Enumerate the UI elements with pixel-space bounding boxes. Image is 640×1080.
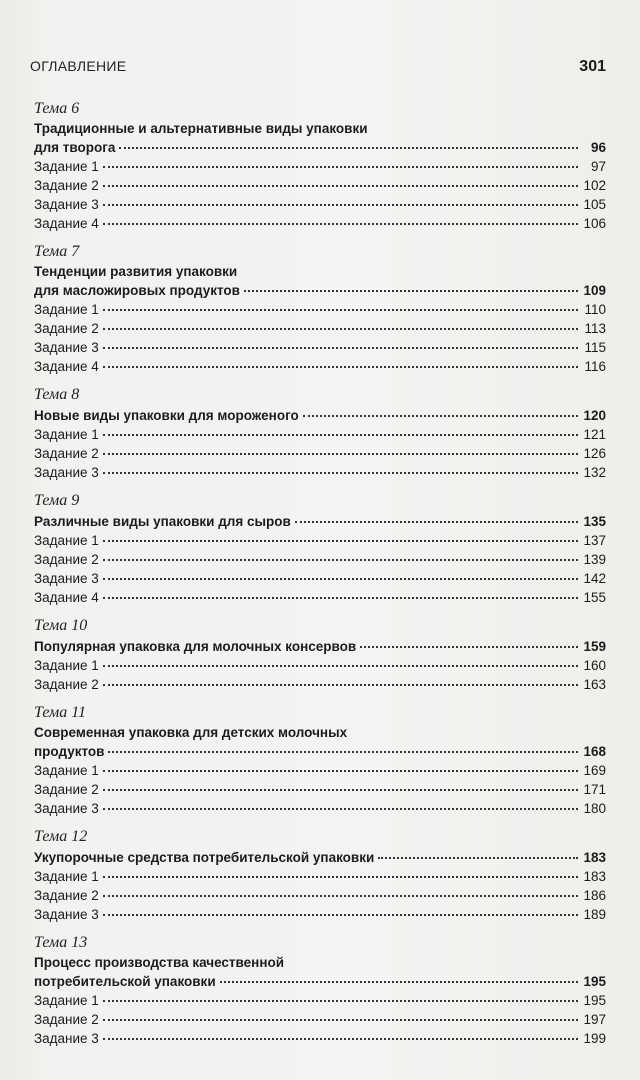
dot-leader bbox=[244, 289, 578, 292]
dot-leader bbox=[103, 875, 578, 878]
topic-label: Тема 12 bbox=[34, 828, 88, 845]
topic-title-text: Укупорочные средства потребительской упаковки bbox=[34, 850, 375, 865]
task-label: Задание 4 bbox=[34, 216, 99, 231]
topic-title-line: Современная упаковка для детских молочных bbox=[34, 725, 348, 740]
task-label: Задание 2 bbox=[34, 782, 99, 797]
task-entry[interactable] bbox=[34, 550, 606, 569]
running-title: ОГЛАВЛЕНИЕ bbox=[30, 58, 127, 74]
dot-leader bbox=[103, 1018, 578, 1021]
task-page-number: 121 bbox=[583, 427, 606, 442]
toc-topic bbox=[34, 243, 606, 376]
task-entry[interactable] bbox=[34, 300, 606, 319]
topic-title-text: Новые виды упаковки для мороженого bbox=[34, 408, 299, 423]
task-label: Задание 2 bbox=[34, 446, 99, 461]
task-entry[interactable] bbox=[34, 425, 606, 444]
topic-title-entry[interactable] bbox=[34, 281, 606, 300]
task-label: Задание 2 bbox=[34, 321, 99, 336]
dot-leader bbox=[103, 596, 578, 599]
task-label: Задание 1 bbox=[34, 869, 99, 884]
dot-leader bbox=[108, 750, 578, 753]
task-page-number: 139 bbox=[583, 552, 606, 567]
task-label: Задание 2 bbox=[34, 552, 99, 567]
topic-title-entry[interactable] bbox=[34, 742, 606, 761]
toc-topic bbox=[34, 828, 606, 924]
topic-label: Тема 9 bbox=[34, 492, 80, 509]
toc-topic bbox=[34, 617, 606, 694]
task-page-number: 169 bbox=[583, 763, 606, 778]
dot-leader bbox=[103, 788, 578, 791]
task-label: Задание 3 bbox=[34, 801, 99, 816]
task-page-number: 102 bbox=[583, 178, 606, 193]
dot-leader bbox=[103, 577, 578, 580]
task-label: Задание 4 bbox=[34, 359, 99, 374]
task-page-number: 115 bbox=[584, 340, 606, 355]
page-number: 301 bbox=[579, 58, 606, 75]
dot-leader bbox=[103, 913, 578, 916]
task-label: Задание 3 bbox=[34, 907, 99, 922]
task-label: Задание 3 bbox=[34, 197, 99, 212]
task-page-number: 186 bbox=[583, 888, 606, 903]
dot-leader bbox=[103, 346, 578, 349]
task-label: Задание 4 bbox=[34, 590, 99, 605]
task-entry[interactable] bbox=[34, 444, 606, 463]
task-label: Задание 3 bbox=[34, 340, 99, 355]
dot-leader bbox=[103, 365, 578, 368]
dot-leader bbox=[103, 807, 578, 810]
task-page-number: 171 bbox=[583, 782, 606, 797]
task-entry[interactable] bbox=[34, 799, 606, 818]
toc-topic bbox=[34, 704, 606, 818]
task-entry[interactable] bbox=[34, 214, 606, 233]
table-of-contents bbox=[34, 100, 606, 1058]
task-label: Задание 1 bbox=[34, 427, 99, 442]
topic-title-entry[interactable] bbox=[34, 848, 606, 867]
toc-topic bbox=[34, 386, 606, 482]
dot-leader bbox=[103, 1037, 578, 1040]
topic-label: Тема 6 bbox=[34, 100, 80, 117]
task-entry[interactable] bbox=[34, 463, 606, 482]
task-label: Задание 2 bbox=[34, 178, 99, 193]
task-page-number: 160 bbox=[583, 658, 606, 673]
topic-label: Тема 7 bbox=[34, 243, 80, 260]
task-label: Задание 1 bbox=[34, 993, 99, 1008]
task-page-number: 132 bbox=[583, 465, 606, 480]
task-page-number: 163 bbox=[583, 677, 606, 692]
topic-label: Тема 8 bbox=[34, 386, 80, 403]
task-entry[interactable] bbox=[34, 1010, 606, 1029]
topic-title-line: Процесс производства качественной bbox=[34, 955, 285, 970]
toc-topic bbox=[34, 934, 606, 1048]
topic-label: Тема 11 bbox=[34, 704, 87, 721]
task-entry[interactable] bbox=[34, 780, 606, 799]
task-label: Задание 1 bbox=[34, 302, 99, 317]
dot-leader bbox=[103, 433, 578, 436]
task-label: Задание 3 bbox=[34, 1031, 99, 1046]
task-label: Задание 3 bbox=[34, 571, 99, 586]
task-entry[interactable] bbox=[34, 675, 606, 694]
topic-page-number: 135 bbox=[583, 514, 606, 529]
dot-leader bbox=[103, 664, 578, 667]
dot-leader bbox=[103, 769, 578, 772]
topic-page-number: 159 bbox=[583, 639, 606, 654]
dot-leader bbox=[103, 184, 578, 187]
task-page-number: 110 bbox=[584, 302, 606, 317]
topic-page-number: 168 bbox=[583, 744, 606, 759]
dot-leader bbox=[103, 471, 578, 474]
dot-leader bbox=[360, 645, 578, 648]
dot-leader bbox=[103, 222, 578, 225]
task-page-number: 116 bbox=[584, 359, 606, 374]
task-page-number: 137 bbox=[583, 533, 606, 548]
topic-title-entry[interactable] bbox=[34, 972, 606, 991]
dot-leader bbox=[103, 539, 578, 542]
task-label: Задание 2 bbox=[34, 888, 99, 903]
task-entry[interactable] bbox=[34, 905, 606, 924]
task-page-number: 126 bbox=[583, 446, 606, 461]
task-label: Задание 2 bbox=[34, 677, 99, 692]
page-header bbox=[30, 58, 606, 84]
task-entry[interactable] bbox=[34, 656, 606, 675]
task-entry[interactable] bbox=[34, 867, 606, 886]
task-page-number: 183 bbox=[583, 869, 606, 884]
dot-leader bbox=[303, 414, 578, 417]
task-page-number: 155 bbox=[583, 590, 606, 605]
dot-leader bbox=[103, 894, 578, 897]
dot-leader bbox=[103, 308, 578, 311]
task-page-number: 97 bbox=[590, 159, 606, 174]
dot-leader bbox=[103, 558, 578, 561]
task-entry[interactable] bbox=[34, 991, 606, 1010]
task-label: Задание 3 bbox=[34, 465, 99, 480]
topic-title-text: Популярная упаковка для молочных консервов bbox=[34, 639, 357, 654]
task-page-number: 142 bbox=[583, 571, 606, 586]
topic-title-text: потребительской упаковки bbox=[34, 974, 216, 989]
task-page-number: 113 bbox=[584, 321, 606, 336]
dot-leader bbox=[103, 203, 578, 206]
task-label: Задание 1 bbox=[34, 159, 99, 174]
task-page-number: 106 bbox=[583, 216, 606, 231]
task-page-number: 180 bbox=[583, 801, 606, 816]
task-label: Задание 1 bbox=[34, 763, 99, 778]
toc-topic bbox=[34, 492, 606, 607]
topic-page-number: 120 bbox=[583, 408, 606, 423]
topic-title-text: Различные виды упаковки для сыров bbox=[34, 514, 291, 529]
task-entry[interactable] bbox=[34, 761, 606, 780]
task-page-number: 197 bbox=[583, 1012, 606, 1027]
topic-title-line: Тенденции развития упаковки bbox=[34, 264, 238, 279]
task-label: Задание 1 bbox=[34, 533, 99, 548]
dot-leader bbox=[295, 520, 578, 523]
task-label: Задание 1 bbox=[34, 658, 99, 673]
toc-topic bbox=[34, 100, 606, 233]
dot-leader bbox=[103, 683, 578, 686]
topic-title-entry[interactable] bbox=[34, 406, 606, 425]
topic-title-entry[interactable] bbox=[34, 637, 606, 656]
topic-page-number: 109 bbox=[583, 283, 606, 298]
topic-title-entry[interactable] bbox=[34, 512, 606, 531]
topic-title-text: для масложировых продуктов bbox=[34, 283, 240, 298]
topic-label: Тема 10 bbox=[34, 617, 88, 634]
task-entry[interactable] bbox=[34, 531, 606, 550]
task-entry[interactable] bbox=[34, 319, 606, 338]
task-entry[interactable] bbox=[34, 886, 606, 905]
task-entry[interactable] bbox=[34, 357, 606, 376]
task-entry[interactable] bbox=[34, 195, 606, 214]
task-page-number: 199 bbox=[583, 1031, 606, 1046]
task-entry[interactable] bbox=[34, 569, 606, 588]
dot-leader bbox=[119, 146, 578, 149]
task-entry[interactable] bbox=[34, 1029, 606, 1048]
task-entry[interactable] bbox=[34, 338, 606, 357]
topic-title-text: для творога bbox=[34, 140, 116, 155]
dot-leader bbox=[103, 452, 578, 455]
task-entry[interactable] bbox=[34, 588, 606, 607]
dot-leader bbox=[378, 856, 578, 859]
task-entry[interactable] bbox=[34, 176, 606, 195]
topic-page-number: 195 bbox=[583, 974, 606, 989]
task-label: Задание 2 bbox=[34, 1012, 99, 1027]
topic-page-number: 96 bbox=[590, 140, 606, 155]
topic-page-number: 183 bbox=[583, 850, 606, 865]
task-page-number: 195 bbox=[583, 993, 606, 1008]
dot-leader bbox=[103, 327, 578, 330]
topic-title-entry[interactable] bbox=[34, 138, 606, 157]
dot-leader bbox=[220, 980, 578, 983]
topic-title-line: Традиционные и альтернативные виды упаковки bbox=[34, 121, 368, 136]
task-entry[interactable] bbox=[34, 157, 606, 176]
task-page-number: 105 bbox=[583, 197, 606, 212]
dot-leader bbox=[103, 165, 578, 168]
task-page-number: 189 bbox=[583, 907, 606, 922]
topic-title-text: продуктов bbox=[34, 744, 105, 759]
dot-leader bbox=[103, 999, 578, 1002]
topic-label: Тема 13 bbox=[34, 934, 88, 951]
